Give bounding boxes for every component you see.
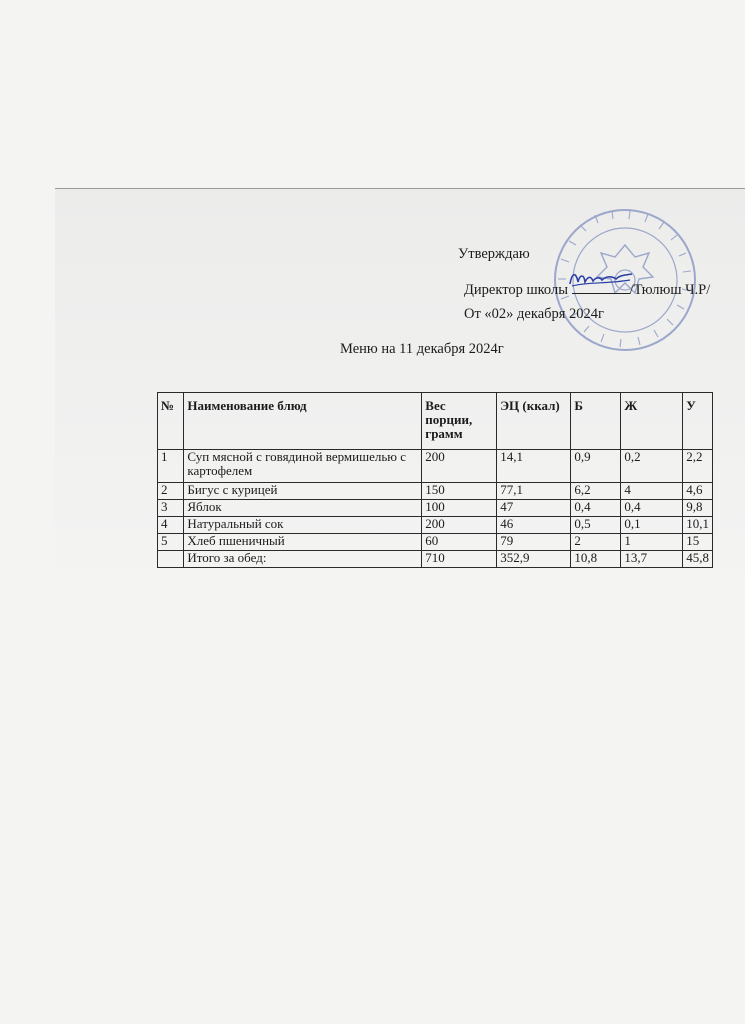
dish-fat: 4 [621,483,683,500]
approval-date: От «02» декабря 2024г [464,306,605,322]
page-edge [55,188,745,189]
dish-kcal: 46 [497,517,571,534]
dish-name: Натуральный сок [184,517,422,534]
total-protein: 10,8 [571,551,621,568]
director-name: /Тюлюш Ч.Р/ [629,282,711,298]
header-weight: Вес порции, грамм [422,393,497,450]
dish-fat: 1 [621,534,683,551]
dish-weight: 200 [422,517,497,534]
approve-label: Утверждаю [458,246,530,262]
dish-kcal: 47 [497,500,571,517]
total-empty-cell [158,551,184,568]
dish-protein: 2 [571,534,621,551]
dish-kcal: 79 [497,534,571,551]
row-number: 2 [158,483,184,500]
table-row [158,517,713,534]
menu-title: Меню на 11 декабря 2024г [340,341,504,357]
dish-carbs: 15 [683,534,713,551]
dish-protein: 0,9 [571,450,621,483]
total-row [158,551,713,568]
dish-weight: 100 [422,500,497,517]
table-row [158,450,713,483]
total-kcal: 352,9 [497,551,571,568]
total-carbs: 45,8 [683,551,713,568]
dish-protein: 0,5 [571,517,621,534]
header-fat: Ж [621,393,683,450]
dish-fat: 0,4 [621,500,683,517]
header-carbs: У [683,393,713,450]
header-protein: Б [571,393,621,450]
dish-name: Яблок [184,500,422,517]
dish-fat: 0,2 [621,450,683,483]
dish-fat: 0,1 [621,517,683,534]
dish-weight: 200 [422,450,497,483]
header-dish: Наименование блюд [184,393,422,450]
total-fat: 13,7 [621,551,683,568]
header-kcal: ЭЦ (ккал) [497,393,571,450]
dish-carbs: 2,2 [683,450,713,483]
dish-name: Хлеб пшеничный [184,534,422,551]
dish-carbs: 10,1 [683,517,713,534]
row-number: 5 [158,534,184,551]
row-number: 4 [158,517,184,534]
table-header-row [158,393,713,450]
row-number: 3 [158,500,184,517]
dish-carbs: 4,6 [683,483,713,500]
total-weight: 710 [422,551,497,568]
dish-protein: 6,2 [571,483,621,500]
dish-protein: 0,4 [571,500,621,517]
dish-name: Бигус с курицей [184,483,422,500]
menu-table [157,392,713,568]
dish-kcal: 14,1 [497,450,571,483]
total-label: Итого за обед: [184,551,422,568]
director-label: Директор школы [464,282,568,298]
dish-carbs: 9,8 [683,500,713,517]
dish-name: Суп мясной с говядиной вермишелью с картофелем [184,450,422,483]
table-row [158,534,713,551]
handwritten-signature [566,266,636,290]
table-row [158,500,713,517]
dish-weight: 60 [422,534,497,551]
table-row [158,483,713,500]
dish-weight: 150 [422,483,497,500]
dish-kcal: 77,1 [497,483,571,500]
row-number: 1 [158,450,184,483]
header-number: № [158,393,184,450]
